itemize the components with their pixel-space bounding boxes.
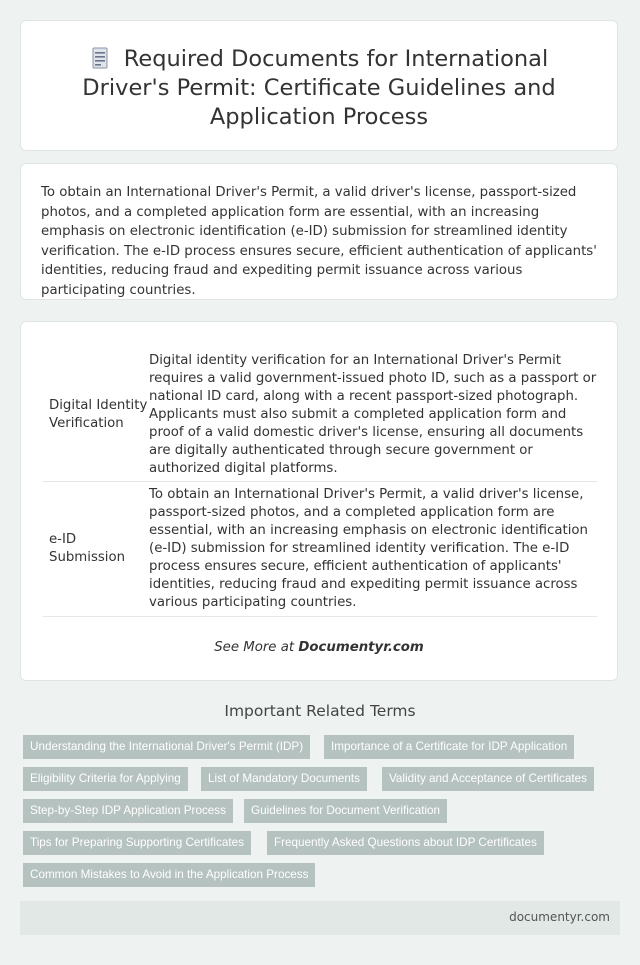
title-card <box>20 20 618 151</box>
related-terms-heading: Important Related Terms <box>224 702 416 720</box>
term-cell: Digital Identity Verification <box>43 349 149 482</box>
related-term-tag[interactable]: Importance of a Certificate for IDP Application <box>324 735 574 759</box>
see-more-site: Documentyr.com <box>298 640 424 655</box>
table-row <box>43 349 597 482</box>
related-term-tag[interactable]: Eligibility Criteria for Applying <box>23 767 188 791</box>
see-more-link[interactable] <box>21 640 617 655</box>
description-cell: To obtain an International Driver's Permit, a valid driver's license, passport-sized photos, and a completed application form are essential, with an increasing emphasis on electronic identification (e-ID) submission for streamlined identity verification. The e-ID process ensures secure, efficient authentication of applicants' identities, reducing fraud and expediting permit issuance across various participating countries. <box>149 482 597 617</box>
related-term-tag[interactable]: Guidelines for Document Verification <box>244 799 447 823</box>
definitions-table <box>43 349 597 617</box>
related-term-tag[interactable]: Tips for Preparing Supporting Certificates <box>23 831 251 855</box>
see-more-prefix: See More at <box>214 640 299 655</box>
definitions-card <box>20 321 618 681</box>
intro-paragraph: To obtain an International Driver's Permit, a valid driver's license, passport-sized photos, and a completed application form are essential, with an increasing emphasis on electronic identification (e-ID) submission for streamlined identity verification. The e-ID process ensures secure, efficient authentication of applicants' identities, reducing fraud and expediting permit issuance across various participating countries. <box>41 185 597 298</box>
page-title <box>51 45 587 132</box>
related-term-tag[interactable]: Common Mistakes to Avoid in the Application Process <box>23 863 315 887</box>
related-term-tag[interactable]: List of Mandatory Documents <box>201 767 367 791</box>
related-term-tag[interactable]: Frequently Asked Questions about IDP Certificates <box>267 831 544 855</box>
footer-site-link[interactable]: documentyr.com <box>509 910 610 924</box>
related-term-tag[interactable]: Step-by-Step IDP Application Process <box>23 799 233 823</box>
description-cell: Digital identity verification for an International Driver's Permit requires a valid government-issued photo ID, such as a passport or national ID card, along with a recent passport-sized photograph. Applicants must also submit a completed application form and proof of a valid domestic driver's license, ensuring all documents are digitally authenticated through secure government or authorized digital platforms. <box>149 349 597 482</box>
intro-card <box>20 163 618 300</box>
related-term-tag[interactable]: Validity and Acceptance of Certificates <box>382 767 594 791</box>
page-title-text: Required Documents for International Driver's Permit: Certificate Guidelines and Application Process <box>82 46 556 130</box>
document-icon <box>90 47 110 69</box>
footer <box>20 901 620 935</box>
term-cell: e-ID Submission <box>43 482 149 617</box>
related-term-tag[interactable]: Understanding the International Driver's Permit (IDP) <box>23 735 310 759</box>
table-row <box>43 482 597 617</box>
